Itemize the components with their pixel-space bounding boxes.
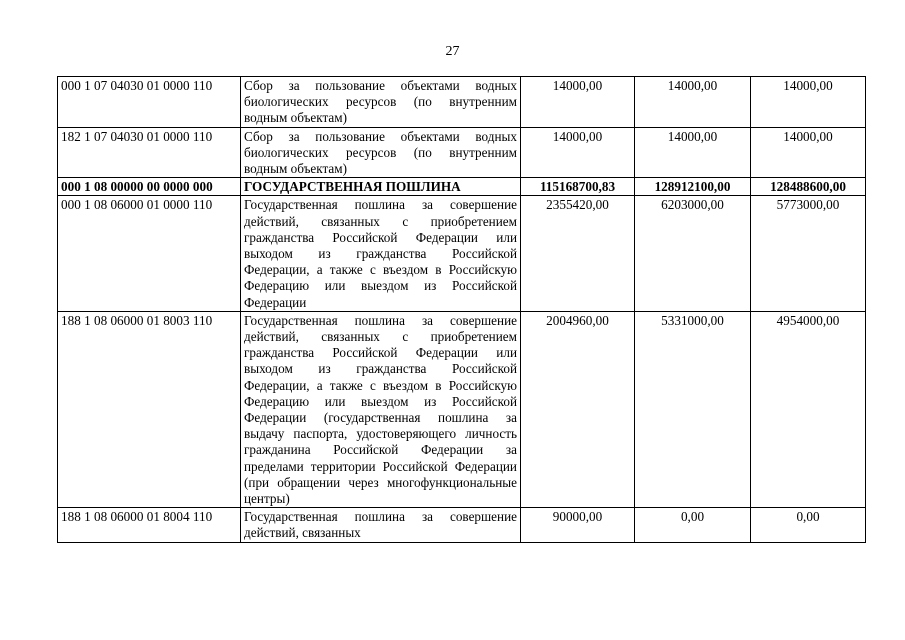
budget-code-cell: 188 1 08 06000 01 8004 110 xyxy=(58,508,241,542)
amount-cell-year-1: 90000,00 xyxy=(521,508,635,542)
budget-code-cell: 188 1 08 06000 01 8003 110 xyxy=(58,311,241,507)
amount-cell-year-2: 5331000,00 xyxy=(635,311,751,507)
amount-cell-year-3: 4954000,00 xyxy=(751,311,866,507)
amount-cell-year-3: 14000,00 xyxy=(751,77,866,128)
amount-cell-year-3: 5773000,00 xyxy=(751,196,866,311)
amount-cell-year-3: 128488600,00 xyxy=(751,178,866,196)
page-number: 27 xyxy=(445,44,460,59)
budget-code-cell: 000 1 08 00000 00 0000 000 xyxy=(58,178,241,196)
amount-cell-year-2: 6203000,00 xyxy=(635,196,751,311)
amount-cell-year-3: 14000,00 xyxy=(751,127,866,178)
amount-cell-year-1: 2355420,00 xyxy=(521,196,635,311)
revenue-name-cell: Государственная пошлина за совершение действий, связанных с приобретением гражданства Российской Федерации или выходом из гражданства Российской Федерации, а также с въездом в Российскую Федерацию или выездом из Российской Федерации (государственная пошлина за выдачу паспорта, удостоверяющего личность гражданина Российской Федерации за пределами территории Российской Федерации (при обращении через многофункциональные центры) xyxy=(241,311,521,507)
revenue-name-cell: ГОСУДАРСТВЕННАЯ ПОШЛИНА xyxy=(241,178,521,196)
amount-cell-year-2: 0,00 xyxy=(635,508,751,542)
table-row xyxy=(58,311,866,507)
amount-cell-year-2: 14000,00 xyxy=(635,127,751,178)
amount-cell-year-1: 2004960,00 xyxy=(521,311,635,507)
revenue-name-cell: Сбор за пользование объектами водных биологических ресурсов (по внутренним водным объектам) xyxy=(241,77,521,128)
amount-cell-year-1: 14000,00 xyxy=(521,77,635,128)
revenue-name-cell: Государственная пошлина за совершение действий, связанных xyxy=(241,508,521,542)
revenue-name-cell: Государственная пошлина за совершение действий, связанных с приобретением гражданства Российской Федерации или выходом из гражданства Российской Федерации, а также с въездом в Российскую Федерацию или выездом из Российской Федерации xyxy=(241,196,521,311)
amount-cell-year-1: 14000,00 xyxy=(521,127,635,178)
amount-cell-year-3: 0,00 xyxy=(751,508,866,542)
budget-code-cell: 000 1 07 04030 01 0000 110 xyxy=(58,77,241,128)
table-row xyxy=(58,77,866,128)
amount-cell-year-2: 128912100,00 xyxy=(635,178,751,196)
amount-cell-year-2: 14000,00 xyxy=(635,77,751,128)
revenue-name-cell: Сбор за пользование объектами водных биологических ресурсов (по внутренним водным объектам) xyxy=(241,127,521,178)
amount-cell-year-1: 115168700,83 xyxy=(521,178,635,196)
table-row xyxy=(58,196,866,311)
table-row-section-total xyxy=(58,178,866,196)
table-row xyxy=(58,508,866,542)
budget-code-cell: 000 1 08 06000 01 0000 110 xyxy=(58,196,241,311)
budget-revenue-table xyxy=(57,76,866,543)
table-row xyxy=(58,127,866,178)
budget-code-cell: 182 1 07 04030 01 0000 110 xyxy=(58,127,241,178)
